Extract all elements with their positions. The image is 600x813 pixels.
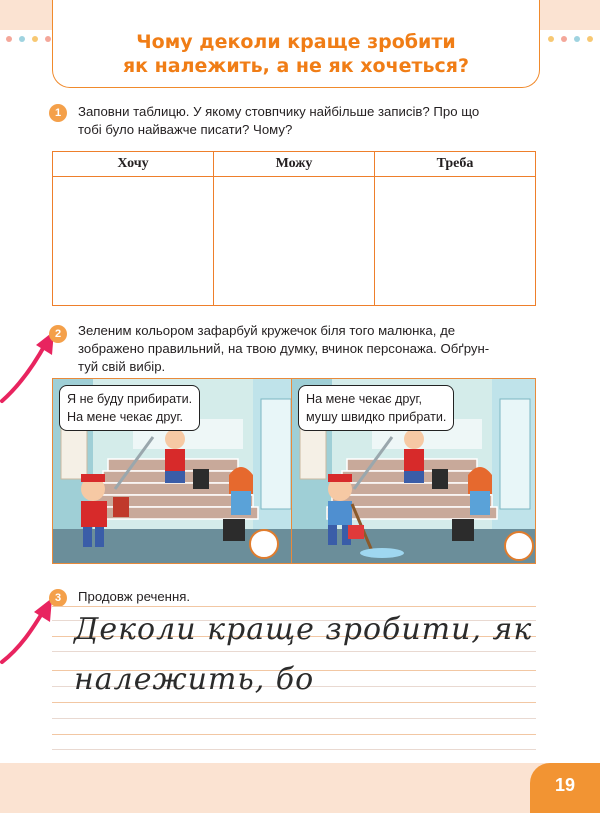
table-cell-want[interactable]: [53, 177, 214, 306]
speech-bubble-1: [59, 385, 200, 431]
task2-text: [78, 322, 538, 376]
choice-circle-2[interactable]: [504, 531, 534, 561]
bottom-band: [0, 763, 600, 813]
ruled-line: [52, 651, 536, 652]
column-header-can: Можу: [214, 152, 375, 177]
page-number: 19: [530, 763, 600, 813]
page-title-line1: Чому деколи краще зробити: [136, 31, 456, 53]
task1-text-line2: тобі було найважче писати? Чому?: [78, 122, 293, 137]
speech-bubble-2: [298, 385, 454, 431]
ruled-line: [52, 606, 536, 607]
task2-text-line1: Зеленим кольором зафарбуй кружечок біля того малюнка, де: [78, 323, 456, 338]
choice-circle-1[interactable]: [249, 529, 279, 559]
ruled-line: [52, 749, 536, 750]
task2-text-line2: зображено правильний, на твою думку, вчинок персонажа. Обґрун-: [78, 341, 490, 356]
page-title-line2: як належить, а не як хочеться?: [122, 55, 470, 77]
decor-dots-right: [548, 36, 600, 46]
column-header-want: Хочу: [53, 152, 214, 177]
ruled-line: [52, 734, 536, 735]
task3-number-badge: 3: [49, 589, 67, 607]
fill-in-table: [52, 151, 536, 306]
title-box: [52, 0, 540, 88]
handwriting-line2[interactable]: належить, бо: [74, 662, 315, 697]
speech-bubble-1-line1: Я не буду прибирати.: [67, 392, 193, 406]
task1-text: [78, 103, 479, 139]
task2-number-badge: 2: [49, 325, 67, 343]
task3-prompt: Продовж речення.: [78, 589, 191, 604]
task1-text-line1: Заповни таблицю. У якому стовпчику найбільше записів? Про що: [78, 104, 480, 119]
scene-illustration-1: [52, 378, 297, 564]
table-cell-must[interactable]: [375, 177, 536, 306]
speech-bubble-2-line2: мушу швидко прибрати.: [306, 410, 447, 424]
scene-illustration-2: [291, 378, 536, 564]
table-cell-can[interactable]: [214, 177, 375, 306]
ruled-line: [52, 702, 536, 703]
task2-text-line3: туй свій вибір.: [78, 359, 166, 374]
task1-number-badge: 1: [49, 104, 67, 122]
handwriting-line1: Деколи краще зробити, як: [74, 612, 533, 647]
speech-bubble-2-line1: На мене чекає друг,: [306, 392, 423, 406]
ruled-line: [52, 718, 536, 719]
speech-bubble-1-line2: На мене чекає друг.: [67, 410, 184, 424]
column-header-must: Треба: [375, 152, 536, 177]
